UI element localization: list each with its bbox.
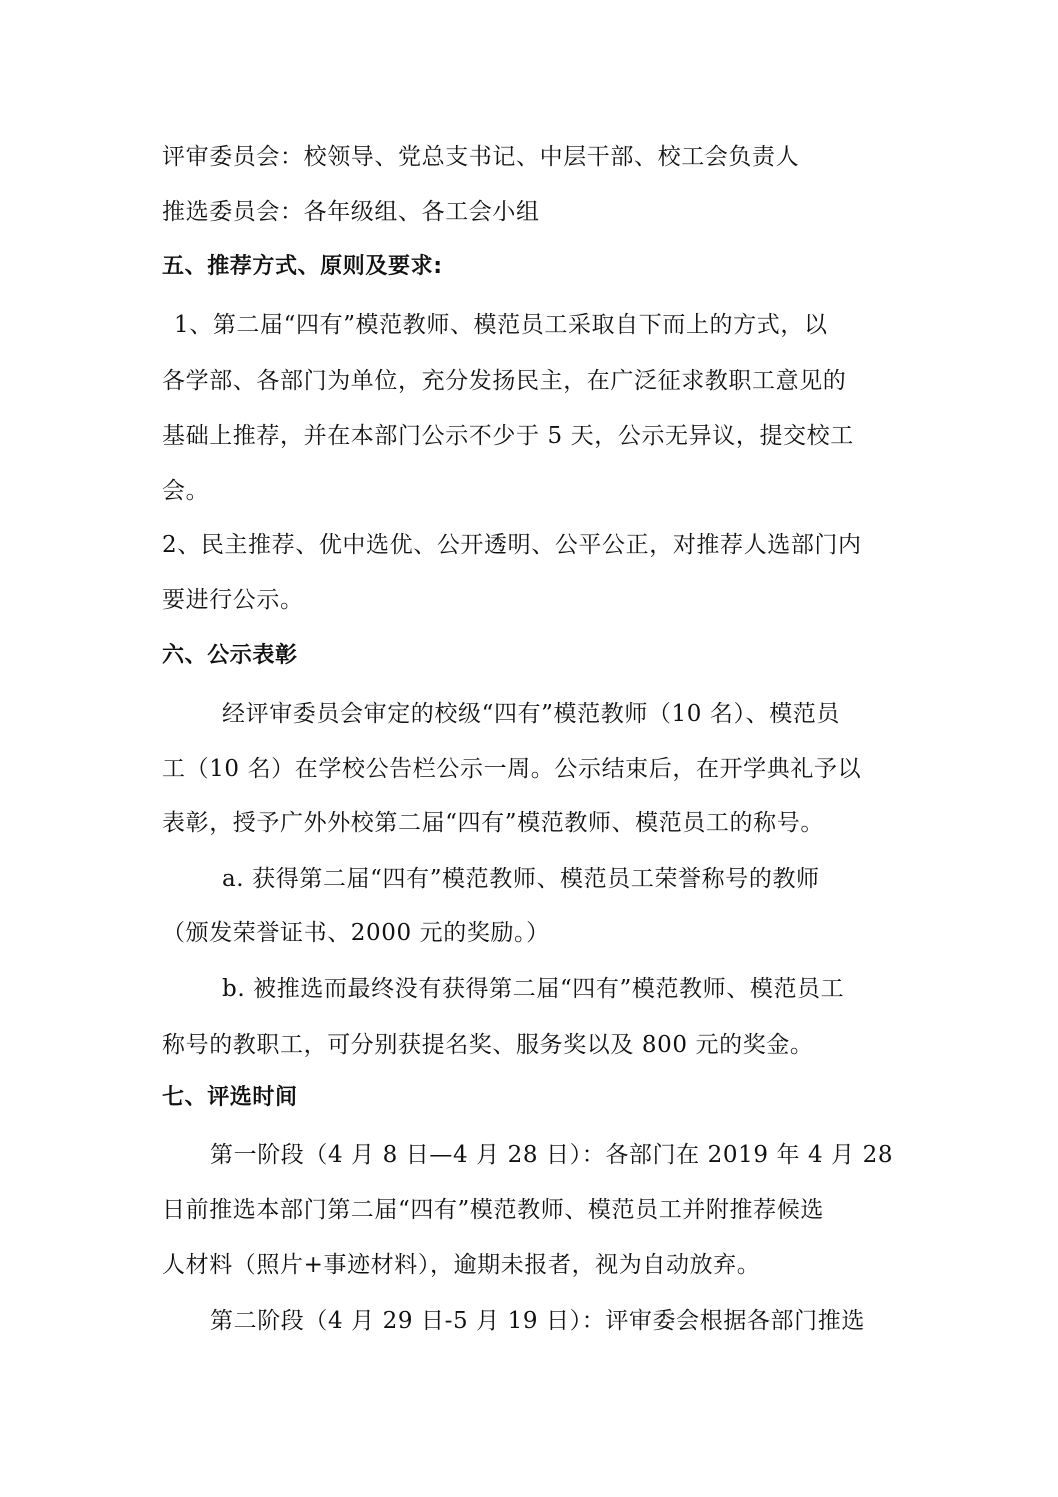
paragraph-line: 各学部、各部门为单位，充分发扬民主，在广泛征求教职工意见的	[162, 368, 847, 394]
paragraph-line: 第一阶段（4 月 8 日—4 月 28 日）：各部门在 2019 年 4 月 28	[210, 1142, 894, 1168]
paragraph-line: 第二阶段（4 月 29 日-5 月 19 日）：评审委会根据各部门推选	[210, 1308, 865, 1334]
list-item-a: a. 获得第二届“四有”模范教师、模范员工荣誉称号的教师	[222, 866, 820, 892]
paragraph-line: 1、第二届“四有”模范教师、模范员工采取自下而上的方式，以	[174, 312, 828, 338]
section-heading-6: 六、公示表彰	[162, 643, 298, 668]
section-heading-5: 五、推荐方式、原则及要求:	[162, 254, 443, 279]
paragraph-line: 基础上推荐，并在本部门公示不少于 5 天，公示无异议，提交校工	[162, 423, 854, 449]
list-item-b: b. 被推选而最终没有获得第二届“四有”模范教师、模范员工	[222, 976, 845, 1002]
paragraph-line: 称号的教职工，可分别获提名奖、服务奖以及 800 元的奖金。	[162, 1032, 814, 1058]
paragraph-line: 2、民主推荐、优中选优、公开透明、公平公正，对推荐人选部门内	[162, 532, 862, 558]
paragraph-line: 工（10 名）在学校公告栏公示一周。公示结束后，在开学典礼予以	[162, 756, 862, 782]
paragraph-line: 日前推选本部门第二届“四有”模范教师、模范员工并附推荐候选	[162, 1197, 824, 1223]
section-heading-7: 七、评选时间	[162, 1085, 298, 1110]
paragraph-line: 要进行公示。	[162, 587, 304, 613]
paragraph-line: （颁发荣誉证书、2000 元的奖励。）	[162, 920, 550, 946]
paragraph-line: 人材料（照片+事迹材料），逾期未报者，视为自动放弃。	[162, 1252, 761, 1278]
paragraph-line: 经评审委员会审定的校级“四有”模范教师（10 名）、模范员	[222, 701, 840, 727]
paragraph-line: 推选委员会：各年级组、各工会小组	[162, 199, 540, 225]
paragraph-line: 表彰，授予广外外校第二届“四有”模范教师、模范员工的称号。	[162, 810, 824, 836]
paragraph-line: 评审委员会：校领导、党总支书记、中层干部、校工会负责人	[162, 144, 800, 170]
paragraph-line: 会。	[162, 478, 210, 504]
